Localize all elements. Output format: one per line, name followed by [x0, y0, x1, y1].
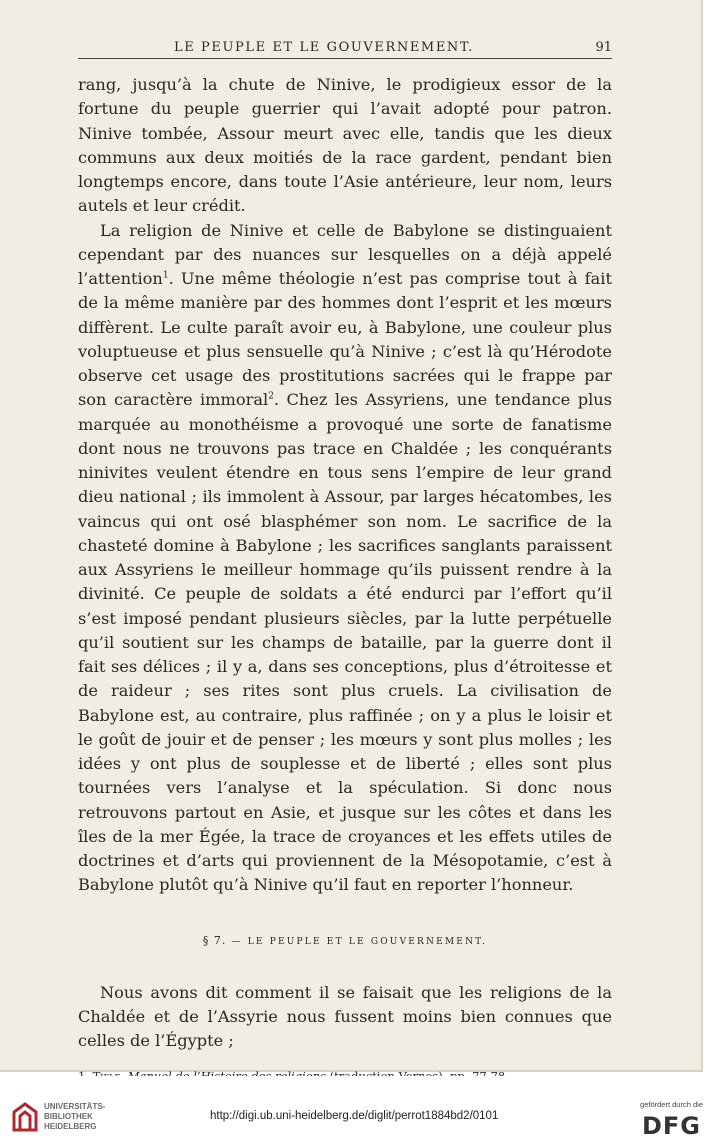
viewer-footer	[0, 1076, 713, 1143]
permalink[interactable]: http://digi.ub.uni-heidelberg.de/diglit/perrot1884bd2/0101	[210, 1110, 499, 1122]
page-number: 91	[595, 40, 612, 55]
paragraph-text: La religion de Ninive et celle de Babylone se distinguaient cependant par des nuances sur lesquelles on a déjà appelé l’attention	[78, 220, 612, 288]
library-line: HEIDELBERG	[44, 1122, 97, 1131]
paragraph: rang, jusqu’à la chute de Ninive, le prodigieux essor de la fortune du peuple guerrier qui l’avait adopté pour patron. Ninive tombée, Assour meurt avec elle, tandis que les dieux communs aux deux moitiés de la race gardent, pendant bien longtemps encore, dans toute l’Asie antérieure, leur nom, leurs autels et leur crédit.	[78, 75, 612, 216]
paragraph-text: . Chez les Assyriens, une tendance plus marquée au monothéisme a provoqué une sorte de fanatisme dont nous ne trouvons pas trace en Chaldée ; les conquérants ninivites veulent étendre en tous sens l’empire de leur grand dieu national ; ils immolent à Assour, par larges hécatombes, les vaincus qui ont osé blasphémer son nom. Le sacrifice de la chasteté domine à Babylone ; les sacrifices sanglants paraissent aux Assyriens le meilleur hommage qu’ils puissent rendre à la divinité. Ce peuple de soldats a été endurci par l’effort qu’il s’est imposé pendant plusieurs siècles, par la lutte perpétuelle qu’il soutient sur les champs de bataille, par la guerre dont il fait ses délices ; il y a, dans ses conceptions, plus d’étroitesse et de raideur ; ses rites sont plus cruels. La civilisation de Babylone est, au contraire, plus raffinée ; on y a plus le loisir et le goût de jouir et de penser ; les mœurs y sont plus molles ; les idées y ont plus de souplesse et de liberté ; elles sont plus tournées vers l’analyse et la spéculation. Si donc nous retrouvons partout en Asie, et jusque sur les côtes et dans les îles de la mer Égée, la trace de croyances et les effets utiles de doctrines et d’arts qui proviennent de la Mésopotamie, c’est à Babylone plutôt qu’à Ninive qu’il faut en reporter l’honneur.	[78, 390, 612, 895]
library-line: UNIVERSITÄTS-	[44, 1102, 106, 1111]
paragraph-text: . Une même théologie n’est pas comprise tout à fait de la même manière par des hommes dont l’esprit et les mœurs diffèrent. Le culte paraît avoir eu, à Babylone, une couleur plus voluptueuse et plus sensuelle qu’à Ninive ; c’est là qu’Hérodote observe cet usage des prostitutions sacrées qui le frappe par son caractère immoral	[78, 269, 612, 410]
body-text	[78, 73, 612, 1054]
section-dash: —	[231, 936, 243, 947]
library-line: BIBLIOTHEK	[44, 1112, 93, 1121]
book-page	[78, 38, 612, 1100]
footnote-ref: 2	[268, 391, 274, 402]
paragraph	[78, 219, 612, 898]
library-name	[44, 1102, 105, 1132]
funding-note: gefördert durch die	[640, 1100, 703, 1109]
section-title: LE PEUPLE ET LE GOUVERNEMENT.	[247, 936, 488, 947]
running-head	[78, 38, 612, 59]
section-symbol: § 7.	[202, 933, 227, 947]
running-head-title: LE PEUPLE ET LE GOUVERNEMENT.	[174, 40, 474, 55]
paragraph: Nous avons dit comment il se faisait que les religions de la Chaldée et de l’Assyrie nous fussent moins bien connues que celles de l’Égypte ;	[78, 982, 612, 1051]
university-library-logo-icon	[10, 1100, 40, 1134]
dfg-logo: DFG	[641, 1112, 701, 1140]
section-heading	[78, 929, 612, 954]
footnote-ref: 1	[162, 270, 169, 281]
